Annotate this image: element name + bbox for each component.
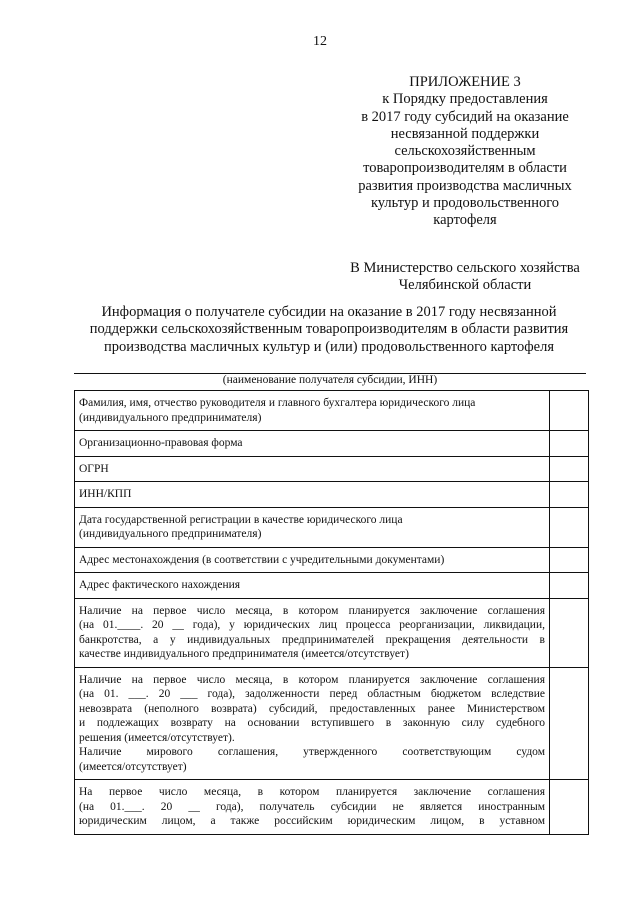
heading-line: Информация о получателе субсидии на оказание в 2017 году несвязанной [101,304,557,320]
table-row [75,573,589,599]
table-row [75,780,589,835]
annex-line: сельскохозяйственным [394,143,536,160]
annex-line: в 2017 году субсидий на оказание [361,108,569,125]
row-label: Адрес местонахождения (в соответствии с учредительными документами) [75,547,550,573]
value-cell[interactable] [550,507,589,547]
table-row [75,391,589,431]
value-cell[interactable] [550,573,589,599]
document-heading [70,304,588,356]
table-row [75,431,589,457]
annex-line: несвязанной поддержки [390,125,540,142]
page-number: 12 [313,34,327,49]
table-row [75,456,589,482]
row-label: ИНН/КПП [75,482,550,508]
table-row [75,598,589,667]
row-label: Организационно-правовая форма [75,431,550,457]
annex-line: товаропроизводителям в области [363,160,567,177]
annex-line: к Порядку предоставления [382,91,548,108]
row-label: Фамилия, имя, отчество руководителя и главного бухгалтера юридического лица (индивидуального предпринимателя) [75,391,550,431]
row-label: Наличие на первое число месяца, в котором планируется заключение соглашения (на 01.____. 20 __ года), у юридических лиц процесса реорганизации, ликвидации, банкротства, а у индивидуальных предпринимателей прекращения деятельности в качестве индивидуального предпринимателя (имеется/отсутствует) [75,598,550,667]
row-label: Наличие на первое число месяца, в котором планируется заключение соглашения (на 01. ___. 20 ___ года), задолженности перед областным бюджетом вследствие невозврата (неполного возврата) субсидий, предоставленных ранее Министерством и подлежащих возврату на основании вступившего в законную силу судебного решения (имеется/отсутствует). Наличие мирового соглашения, утвержденного соответствующим судом (имеется/отсутствует) [75,667,550,780]
value-cell[interactable] [550,391,589,431]
row-label: Дата государственной регистрации в качестве юридического лица (индивидуального предпринимателя) [75,507,550,547]
table-row [75,547,589,573]
annex-line: ПРИЛОЖЕНИЕ 3 [409,74,521,90]
addressee [330,260,600,294]
heading-line: поддержки сельскохозяйственным товаропроизводителям в области развития [89,321,569,338]
value-cell[interactable] [550,431,589,457]
recipient-caption: (наименование получателя субсидии, ИНН) [222,374,438,386]
recipient-info-table [74,390,589,835]
addressee-line: Челябинской области [398,277,532,293]
row-label: ОГРН [75,456,550,482]
row-label: Адрес фактического нахождения [75,573,550,599]
value-cell[interactable] [550,667,589,780]
annex-line: культур и продовольственного [370,195,560,212]
annex-line: развития производства масличных [358,177,572,194]
value-cell[interactable] [550,780,589,835]
table-row [75,507,589,547]
table-row [75,667,589,780]
annex-header [350,74,580,230]
value-cell[interactable] [550,482,589,508]
addressee-line: В Министерство сельского хозяйства [350,260,580,276]
row-label: На первое число месяца, в котором планируется заключение соглашения (на 01.___. 20 __ года), получатель субсидии не является иностранным юридическим лицом, а также российским юридическим лицом, в уставном [75,780,550,835]
heading-line: производства масличных культур и (или) продовольственного картофеля [103,338,555,355]
value-cell[interactable] [550,598,589,667]
table-row [75,482,589,508]
value-cell[interactable] [550,456,589,482]
value-cell[interactable] [550,547,589,573]
annex-line: картофеля [433,212,497,229]
